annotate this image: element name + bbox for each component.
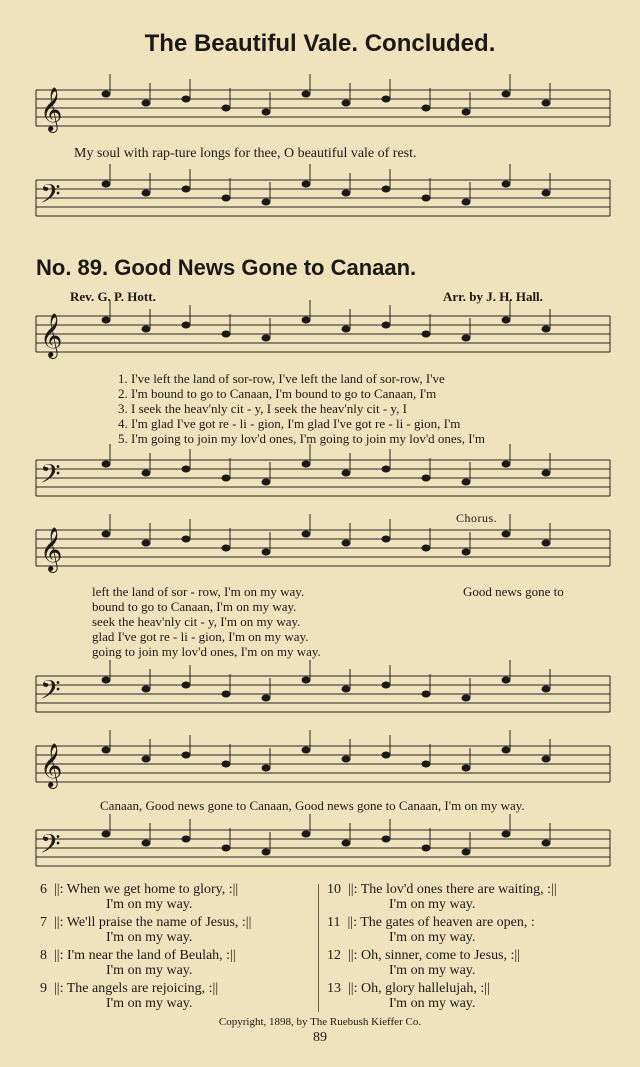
hymn-author: Rev. G. P. Hott. bbox=[70, 289, 156, 304]
note-head bbox=[462, 849, 471, 856]
note-head bbox=[462, 479, 471, 486]
verse-refrain: I'm on my way. bbox=[389, 897, 476, 912]
note-head bbox=[342, 756, 351, 763]
extra-verse bbox=[40, 882, 251, 897]
note-head bbox=[182, 466, 191, 473]
extra-verse bbox=[327, 882, 557, 897]
note-head bbox=[542, 326, 551, 333]
note-head bbox=[142, 840, 151, 847]
note-head bbox=[102, 91, 111, 98]
verse-number: 7 bbox=[40, 915, 47, 930]
note-head bbox=[342, 686, 351, 693]
note-head bbox=[142, 470, 151, 477]
note-head bbox=[422, 331, 431, 338]
note-head bbox=[142, 686, 151, 693]
copyright: Copyright, 1898, by The Ruebush Kieffer Co. bbox=[218, 1016, 422, 1028]
note-head bbox=[502, 317, 511, 324]
note-head bbox=[262, 849, 271, 856]
verse-text: ||: The lov'd ones there are waiting, :|| bbox=[348, 882, 557, 897]
svg-text:𝄞: 𝄞 bbox=[40, 529, 63, 571]
note-head bbox=[102, 531, 111, 538]
note-head bbox=[182, 752, 191, 759]
system-3-lyric: Canaan, Good news gone to Canaan, Good news gone to Canaan, I'm on my way. bbox=[100, 798, 525, 813]
note-head bbox=[342, 470, 351, 477]
verse-line: 4. I'm glad I've got re - li - gion, I'm glad I've got re - li - gion, I'm bbox=[118, 416, 461, 431]
note-head bbox=[422, 105, 431, 112]
note-head bbox=[502, 831, 511, 838]
verse-refrain: I'm on my way. bbox=[106, 963, 193, 978]
note-head bbox=[102, 461, 111, 468]
note-head bbox=[222, 545, 231, 552]
note-head bbox=[502, 747, 511, 754]
verse-number: 10 bbox=[327, 882, 341, 897]
verse-text: ||: The gates of heaven are open, : bbox=[347, 915, 535, 930]
svg-text:𝄞: 𝄞 bbox=[40, 745, 63, 787]
note-head bbox=[342, 540, 351, 547]
chorus-lyric: Good news gone to bbox=[463, 584, 564, 599]
note-head bbox=[462, 199, 471, 206]
note-head bbox=[502, 531, 511, 538]
note-head bbox=[462, 549, 471, 556]
verses-system-1 bbox=[118, 371, 485, 446]
note-head bbox=[182, 322, 191, 329]
note-head bbox=[302, 317, 311, 324]
verse-line: 3. I seek the heav'nly cit - y, I seek the heav'nly cit - y, I bbox=[118, 401, 407, 416]
note-head bbox=[262, 765, 271, 772]
note-head bbox=[302, 831, 311, 838]
verse-number: 8 bbox=[40, 948, 47, 963]
verse-number: 11 bbox=[327, 915, 341, 930]
note-head bbox=[342, 326, 351, 333]
verse-number: 13 bbox=[327, 981, 341, 996]
note-head bbox=[182, 186, 191, 193]
verse-text: ||: Oh, glory hallelujah, :|| bbox=[348, 981, 490, 996]
svg-text:𝄢: 𝄢 bbox=[40, 829, 61, 865]
note-head bbox=[502, 181, 511, 188]
note-head bbox=[462, 765, 471, 772]
note-head bbox=[302, 677, 311, 684]
verse-line: 2. I'm bound to go to Canaan, I'm bound to go to Canaan, I'm bbox=[118, 386, 437, 401]
note-head bbox=[542, 470, 551, 477]
note-head bbox=[542, 686, 551, 693]
verse-refrain: I'm on my way. bbox=[389, 996, 476, 1011]
extra-verses-right bbox=[327, 882, 557, 1011]
verse-line: seek the heav'nly cit - y, I'm on my way. bbox=[92, 614, 301, 629]
note-head bbox=[422, 845, 431, 852]
staff-top-bass bbox=[36, 180, 610, 220]
note-head bbox=[382, 322, 391, 329]
extra-verse bbox=[327, 948, 557, 963]
note-head bbox=[502, 677, 511, 684]
note-head bbox=[422, 195, 431, 202]
svg-text:𝄢: 𝄢 bbox=[40, 675, 61, 711]
note-head bbox=[462, 335, 471, 342]
note-head bbox=[542, 540, 551, 547]
note-head bbox=[382, 96, 391, 103]
extra-verses-left bbox=[40, 882, 251, 1011]
note-head bbox=[182, 836, 191, 843]
verse-line: left the land of sor - row, I'm on my way. bbox=[92, 584, 305, 599]
verse-line: going to join my lov'd ones, I'm on my way. bbox=[92, 644, 321, 659]
note-head bbox=[502, 461, 511, 468]
note-head bbox=[222, 475, 231, 482]
staff-top-treble bbox=[36, 90, 610, 130]
staff-s2-bass bbox=[36, 676, 610, 716]
chorus-label: Chorus. bbox=[456, 511, 498, 525]
note-head bbox=[262, 695, 271, 702]
note-head bbox=[502, 91, 511, 98]
staff-s2-treble bbox=[36, 530, 610, 570]
note-head bbox=[342, 100, 351, 107]
note-head bbox=[302, 181, 311, 188]
note-head bbox=[382, 836, 391, 843]
note-head bbox=[302, 747, 311, 754]
verse-line: glad I've got re - li - gion, I'm on my way. bbox=[92, 629, 309, 644]
note-head bbox=[222, 331, 231, 338]
verse-number: 6 bbox=[40, 882, 47, 897]
note-head bbox=[462, 695, 471, 702]
verse-text: ||: We'll praise the name of Jesus, :|| bbox=[54, 915, 252, 930]
note-head bbox=[102, 677, 111, 684]
verse-number: 12 bbox=[327, 948, 341, 963]
hymn-title: No. 89. Good News Gone to Canaan. bbox=[36, 255, 417, 280]
top-lyric: My soul with rap-ture longs for thee, O beautiful vale of rest. bbox=[74, 146, 417, 161]
verse-refrain: I'm on my way. bbox=[389, 963, 476, 978]
note-head bbox=[142, 756, 151, 763]
note-head bbox=[542, 100, 551, 107]
svg-text:𝄞: 𝄞 bbox=[40, 89, 63, 131]
note-head bbox=[382, 536, 391, 543]
note-head bbox=[142, 190, 151, 197]
note-head bbox=[222, 691, 231, 698]
extra-verse bbox=[327, 915, 557, 930]
note-head bbox=[142, 100, 151, 107]
note-head bbox=[102, 181, 111, 188]
note-head bbox=[182, 96, 191, 103]
hymn-arranger: Arr. by J. H. Hall. bbox=[443, 289, 543, 304]
extra-verse bbox=[40, 915, 251, 930]
note-head bbox=[142, 540, 151, 547]
verse-text: ||: I'm near the land of Beulah, :|| bbox=[54, 948, 236, 963]
note-head bbox=[542, 840, 551, 847]
note-head bbox=[422, 475, 431, 482]
note-head bbox=[382, 466, 391, 473]
verse-text: ||: When we get home to glory, :|| bbox=[54, 882, 239, 897]
verse-line: 5. I'm going to join my lov'd ones, I'm going to join my lov'd ones, I'm bbox=[118, 431, 486, 446]
svg-text:𝄞: 𝄞 bbox=[40, 315, 63, 357]
column-divider bbox=[318, 884, 319, 1012]
verse-text: ||: The angels are rejoicing, :|| bbox=[54, 981, 219, 996]
note-head bbox=[262, 335, 271, 342]
extra-verse bbox=[40, 981, 251, 996]
note-head bbox=[302, 91, 311, 98]
note-head bbox=[102, 831, 111, 838]
note-head bbox=[262, 479, 271, 486]
staff-s3-treble bbox=[36, 746, 610, 786]
note-head bbox=[422, 691, 431, 698]
note-head bbox=[102, 747, 111, 754]
note-head bbox=[382, 682, 391, 689]
note-head bbox=[182, 536, 191, 543]
staff-s3-bass bbox=[36, 830, 610, 870]
verse-refrain: I'm on my way. bbox=[106, 897, 193, 912]
note-head bbox=[222, 195, 231, 202]
note-head bbox=[422, 761, 431, 768]
note-head bbox=[182, 682, 191, 689]
staff-s1-bass bbox=[36, 460, 610, 500]
verse-refrain: I'm on my way. bbox=[389, 930, 476, 945]
note-head bbox=[542, 190, 551, 197]
note-head bbox=[342, 840, 351, 847]
note-head bbox=[542, 756, 551, 763]
verse-refrain: I'm on my way. bbox=[106, 996, 193, 1011]
note-head bbox=[262, 549, 271, 556]
verse-refrain: I'm on my way. bbox=[106, 930, 193, 945]
page-number: 89 bbox=[313, 1030, 327, 1045]
note-head bbox=[262, 199, 271, 206]
note-head bbox=[222, 761, 231, 768]
note-head bbox=[302, 461, 311, 468]
verse-line: bound to go to Canaan, I'm on my way. bbox=[92, 599, 297, 614]
verses-system-2 bbox=[92, 584, 321, 659]
note-head bbox=[302, 531, 311, 538]
note-head bbox=[222, 845, 231, 852]
staff-s1-treble bbox=[36, 316, 610, 356]
note-head bbox=[462, 109, 471, 116]
note-head bbox=[342, 190, 351, 197]
note-head bbox=[382, 752, 391, 759]
extra-verse bbox=[327, 981, 557, 996]
verse-number: 9 bbox=[40, 981, 47, 996]
note-head bbox=[102, 317, 111, 324]
svg-text:𝄢: 𝄢 bbox=[40, 459, 61, 495]
verse-text: ||: Oh, sinner, come to Jesus, :|| bbox=[348, 948, 521, 963]
note-head bbox=[422, 545, 431, 552]
note-head bbox=[222, 105, 231, 112]
extra-verse bbox=[40, 948, 251, 963]
verse-line: 1. I've left the land of sor-row, I've left the land of sor-row, I've bbox=[118, 371, 445, 386]
svg-text:𝄢: 𝄢 bbox=[40, 179, 61, 215]
note-head bbox=[142, 326, 151, 333]
note-head bbox=[382, 186, 391, 193]
note-head bbox=[262, 109, 271, 116]
section-title: The Beautiful Vale. Concluded. bbox=[144, 30, 496, 57]
